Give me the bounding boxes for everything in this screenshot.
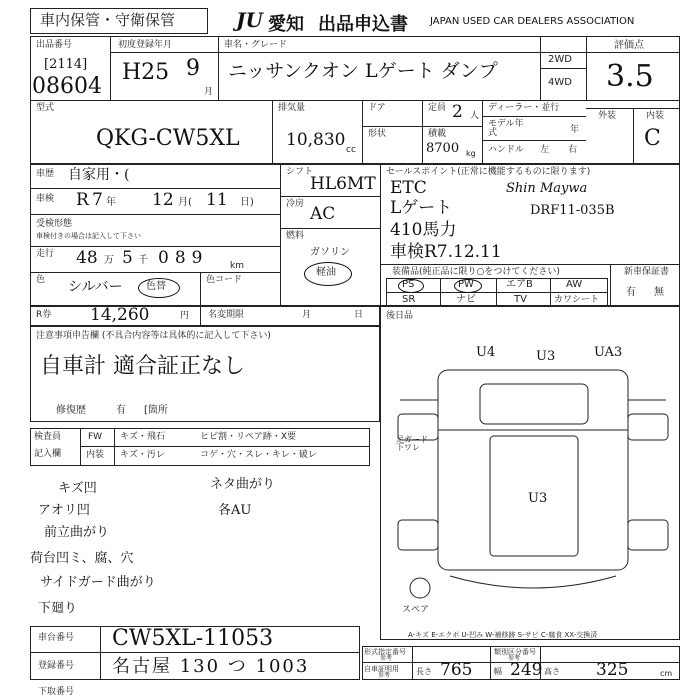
hw-note-2: アオリ凹 xyxy=(38,503,90,518)
storage-label: 車内保管・守衛保管 xyxy=(40,11,176,29)
dims-unit: cm xyxy=(660,669,673,678)
diagram-mark-3: UA3 xyxy=(594,345,623,360)
diagram-spare: スペア xyxy=(402,605,430,615)
length-value: 765 xyxy=(440,660,473,680)
selling-item-4: 車検R7.12.11 xyxy=(390,242,502,262)
mileage-unit: km xyxy=(230,261,244,271)
org-name: 愛知 xyxy=(268,14,304,35)
equipment-sr: SR xyxy=(402,294,416,305)
equipment-aw: AW xyxy=(566,279,583,290)
load-label: 積載 xyxy=(428,129,447,139)
capacity-label: 定員 xyxy=(428,103,447,113)
fuel-label: 燃料 xyxy=(286,231,305,241)
model-value: QKG-CW5XL xyxy=(96,126,240,151)
interior-label: 内装 xyxy=(646,111,665,121)
exterior-label: 外装 xyxy=(598,111,617,121)
equipment-navi: ナビ xyxy=(456,294,476,305)
height-value: 325 xyxy=(596,660,629,680)
registration-label: 初度登録年月 xyxy=(118,40,173,50)
displacement-unit: cc xyxy=(346,145,356,155)
lot-bracket: [2114] xyxy=(44,57,88,72)
ac-value: AC xyxy=(310,204,336,224)
notes-label: 注意事項申告欄 (不具合内容等は具体的に記入して下さい) xyxy=(36,331,271,341)
inspector-label-2: 記入欄 xyxy=(34,449,62,459)
cert-sub: 参考 xyxy=(378,672,391,679)
lot-number: 08604 xyxy=(32,74,102,99)
form-no-sub: 参考 xyxy=(380,655,393,662)
car-name-value: ニッサンクオン Lゲート ダンプ xyxy=(228,60,498,82)
fuel-gasoline: ガソリン xyxy=(310,247,350,258)
equipment-pw: PW xyxy=(458,279,474,290)
receipt-note: 車検付きの場合は記入して下さい xyxy=(36,232,141,240)
inspection-label: 車検 xyxy=(36,194,55,204)
hw-note-6: 下廻り xyxy=(38,601,78,616)
handle-left: 左 xyxy=(540,145,550,155)
class-no-label: 類別区分番号 xyxy=(494,648,536,656)
registration-month-unit: 月 xyxy=(204,87,214,97)
equipment-ps: PS xyxy=(402,279,415,290)
diagram-mark-2: U3 xyxy=(536,349,556,364)
selling-item-1: ETC xyxy=(390,178,427,198)
lot-label: 出品番号 xyxy=(36,40,73,50)
equipment-airbag: エアB xyxy=(506,279,533,290)
shift-value: HL6MT xyxy=(310,174,376,194)
selling-label: セールスポイント(正常に機能するものに限ります) xyxy=(386,167,591,177)
chassis-label: 車台番号 xyxy=(38,633,75,643)
history-label: 車歴 xyxy=(36,169,55,179)
plate-value: 名古屋 130 つ 1003 xyxy=(112,656,310,677)
warranty-label: 新車保証書 xyxy=(624,267,670,277)
bottom-label: 下取番号 xyxy=(38,687,75,697)
shift-label: シフト xyxy=(286,167,314,177)
warranty-no: 無 xyxy=(654,287,664,298)
warranty-yes: 有 xyxy=(626,287,636,298)
displacement-value: 10,830 xyxy=(286,130,346,150)
hw-note-4: 荷台凹ミ、腐、穴 xyxy=(30,551,134,566)
inspector-row1-b: ヒビ割・リペア跡・X要 xyxy=(200,432,296,442)
name-change-day: 日 xyxy=(354,310,364,320)
mileage-sen: 5 xyxy=(122,248,133,268)
selling-maker-model: DRF11-035B xyxy=(530,203,615,218)
doc-title: 出品申込書 xyxy=(318,14,408,35)
mileage-rest: 089 xyxy=(158,248,209,268)
mileage-sen-unit: 千 xyxy=(138,255,148,266)
model-year-label: モデル年式 xyxy=(488,119,524,138)
hw-note-5: サイドガード曲がり xyxy=(40,575,156,590)
class-no-sub: 参考 xyxy=(508,655,521,662)
equipment-label: 装備品(純正品に限り○をつけてください) xyxy=(392,267,560,277)
cert-label: 自車証明用 xyxy=(364,665,399,673)
inspection-day-unit: 日) xyxy=(240,197,254,208)
inspection-month: 12 xyxy=(152,190,174,210)
chassis-value: CW5XL-11053 xyxy=(112,626,274,651)
evaluation-label: 評価点 xyxy=(614,40,644,51)
evaluation-score: 3.5 xyxy=(606,59,654,94)
load-value: 8700 xyxy=(426,141,460,156)
inspection-year-unit: 年 xyxy=(106,197,116,208)
inspector-row1-a: キズ・飛石 xyxy=(120,432,165,442)
height-label: 高さ xyxy=(544,667,560,676)
inspection-month-unit: 月( xyxy=(178,197,192,208)
history-value: 自家用・( xyxy=(68,167,130,183)
diagram-mark-1: U4 xyxy=(476,345,496,360)
recycle-row xyxy=(30,306,380,326)
inspector-fw: FW xyxy=(88,432,103,442)
recycle-label: R券 xyxy=(36,310,52,320)
handle-label: ハンドル xyxy=(488,145,525,155)
inspector-row2-a: キズ・汚レ xyxy=(120,450,165,460)
door-label: ドア xyxy=(368,103,386,113)
name-change-month: 月 xyxy=(302,310,312,320)
color-label: 色 xyxy=(36,275,46,285)
width-label: 幅 xyxy=(494,667,502,676)
dealer-label: ディーラー・並行 xyxy=(488,103,560,113)
diagram-mark-4: U3 xyxy=(528,491,548,506)
plate-label: 登録番号 xyxy=(38,661,75,671)
recycle-value: 14,260 xyxy=(90,305,150,325)
displacement-label: 排気量 xyxy=(278,103,306,113)
load-unit: kg xyxy=(466,149,476,158)
length-label: 長さ xyxy=(416,667,432,676)
fuel-diesel: 軽油 xyxy=(316,267,336,278)
mileage-label: 走行 xyxy=(36,249,55,259)
shape-label: 形状 xyxy=(368,129,387,139)
selling-item-3: 410馬力 xyxy=(390,220,457,240)
inspector-interior: 内装 xyxy=(86,450,105,460)
color-change: 色替 xyxy=(146,281,166,292)
selling-item-2: Lゲート xyxy=(390,198,453,218)
car-name-label: 車名・グレード xyxy=(224,40,288,50)
color-value: シルバー xyxy=(68,279,123,295)
ac-label: 冷房 xyxy=(286,199,305,209)
notes-text: 自車計 適合証正なし xyxy=(40,354,245,379)
diagram-label: 後日品 xyxy=(386,311,414,321)
recycle-unit: 円 xyxy=(180,311,190,321)
repair-yes: 有 xyxy=(116,405,126,416)
inspection-era: R xyxy=(76,190,89,210)
selling-maker: Shin Maywa xyxy=(506,181,588,196)
inspector-row2-b: コゲ・穴・スレ・キレ・破レ xyxy=(200,450,317,460)
name-change-label: 名変期限 xyxy=(208,310,245,320)
capacity-value: 2 xyxy=(452,102,463,122)
form-no-label: 形式指定番号 xyxy=(364,648,406,656)
hw-note-right-1: ネタ曲がり xyxy=(210,477,276,492)
vehicle-diagram xyxy=(380,340,680,630)
diagram-side-note: 足ガード下ワレ xyxy=(396,435,428,452)
model-label: 型式 xyxy=(36,103,55,113)
registration-month: 9 xyxy=(186,56,200,81)
registration-year: H25 xyxy=(122,60,170,85)
mileage-man-unit: 万 xyxy=(104,255,114,266)
interior-grade: C xyxy=(644,126,661,151)
inspector-label-1: 検査員 xyxy=(34,432,62,442)
repair-label: 修復歴 xyxy=(56,405,86,416)
handle-right: 右 xyxy=(568,145,578,155)
hw-note-right-2: 各AU xyxy=(218,503,252,518)
hw-note-1: キズ凹 xyxy=(58,481,97,496)
repair-place: [箇所 xyxy=(144,405,168,416)
mileage-man: 48 xyxy=(76,248,98,268)
receipt-label: 受検形態 xyxy=(36,219,73,229)
width-value: 249 xyxy=(510,660,543,680)
hw-note-3: 前立曲がり xyxy=(44,525,110,540)
model-year-unit: 年 xyxy=(570,125,580,135)
inspection-year: 7 xyxy=(92,190,103,210)
equipment-seat: カワシート xyxy=(554,295,600,305)
capacity-unit: 人 xyxy=(470,111,480,121)
equipment-tv: TV xyxy=(514,294,527,305)
drive-4wd: 4WD xyxy=(548,77,572,88)
drive-2wd: 2WD xyxy=(548,54,572,65)
assoc-name: JAPAN USED CAR DEALERS ASSOCIATION xyxy=(430,16,635,27)
diagram-legend: A-キズ E-エクボ U-凹み W-補修跡 S-サビ C-腐食 XX-交換済 xyxy=(408,631,598,639)
inspection-day: 11 xyxy=(206,190,228,210)
color-code-label: 色コード xyxy=(206,275,243,285)
ju-logo: JU xyxy=(236,8,263,32)
